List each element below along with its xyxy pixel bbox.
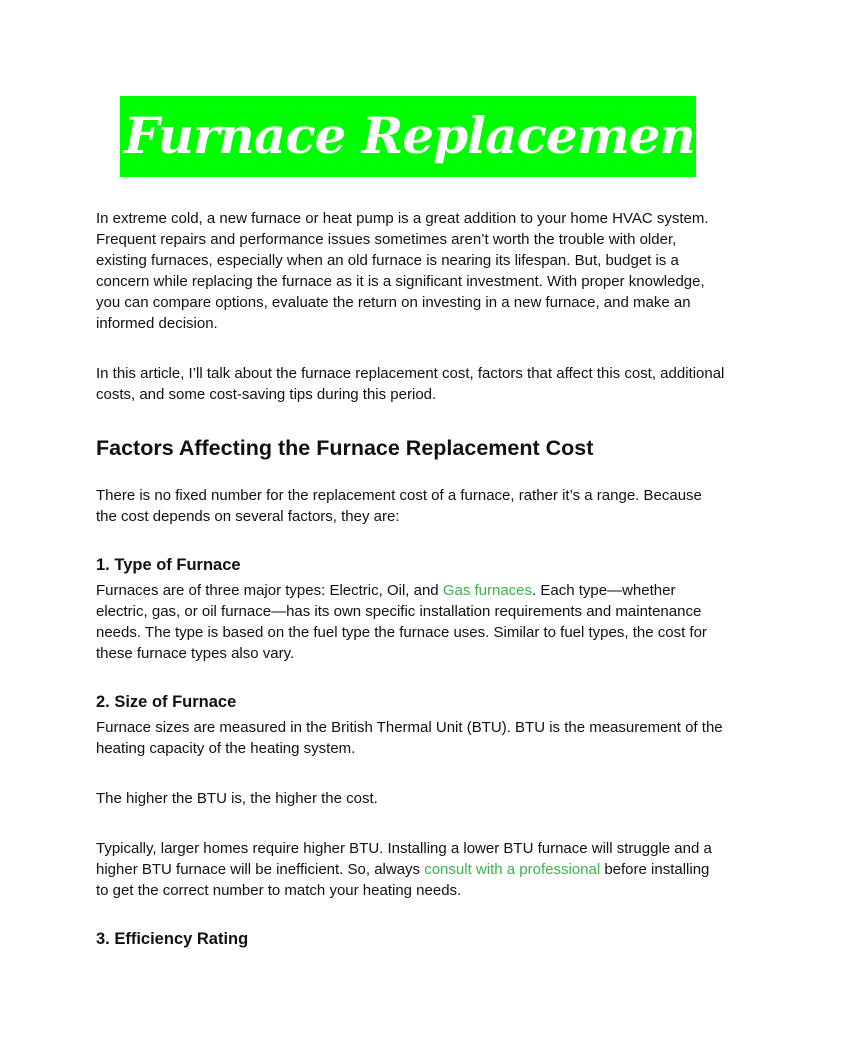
factors-heading: Factors Affecting the Furnace Replacement Cost xyxy=(96,436,594,460)
consult-professional-link[interactable]: consult with a professional xyxy=(424,861,601,878)
efficiency-rating-heading: 3. Efficiency Rating xyxy=(96,930,249,948)
size-paragraph-advice xyxy=(96,838,726,901)
type-text-before-link: Furnaces are of three major types: Electric, Oil, and xyxy=(96,582,443,599)
advice-text-before-link: Typically, larger homes require higher BTU. Installing a lower BTU furnace will struggle and a higher BTU furnace will be inefficient. So, always xyxy=(96,840,712,878)
size-of-furnace-heading: 2. Size of Furnace xyxy=(96,693,237,711)
type-text-after-link: . Each type—whether electric, gas, or oil furnace—has its own specific installation requirements and maintenance needs. The type is based on the fuel type the furnace uses. Similar to fuel types, the cost for these furnace types also vary. xyxy=(96,582,707,662)
gas-furnaces-link[interactable]: Gas furnaces xyxy=(442,582,533,599)
size-paragraph-btu: Furnace sizes are measured in the British Thermal Unit (BTU). BTU is the measurement of the heating capacity of the heating system. xyxy=(96,719,723,757)
type-of-furnace-heading: 1. Type of Furnace xyxy=(96,556,241,574)
article-body xyxy=(96,208,726,950)
factors-intro-paragraph: There is no fixed number for the replacement cost of a furnace, rather it’s a range. Because the cost depends on several factors, they are: xyxy=(96,487,702,525)
banner-title: Furnace Replacement Cost xyxy=(124,106,854,165)
size-paragraph-cost: The higher the BTU is, the higher the cost. xyxy=(96,790,378,807)
type-of-furnace-paragraph xyxy=(96,580,726,664)
advice-text-after-link: before installing to get the correct number to match your heating needs. xyxy=(96,861,710,899)
title-banner xyxy=(120,96,854,177)
article-overview-paragraph: In this article, I’ll talk about the furnace replacement cost, factors that affect this cost, additional costs, and some cost-saving tips during this period. xyxy=(96,365,725,403)
intro-paragraph: In extreme cold, a new furnace or heat pump is a great addition to your home HVAC system. Frequent repairs and performance issues sometimes aren’t worth the trouble with older, existing furnaces, especially when an old furnace is nearing its lifespan. But, budget is a concern while replacing the furnace as it is a significant investment. With proper knowledge, you can compare options, evaluate the return on investing in a new furnace, and make an informed decision. xyxy=(96,210,709,332)
